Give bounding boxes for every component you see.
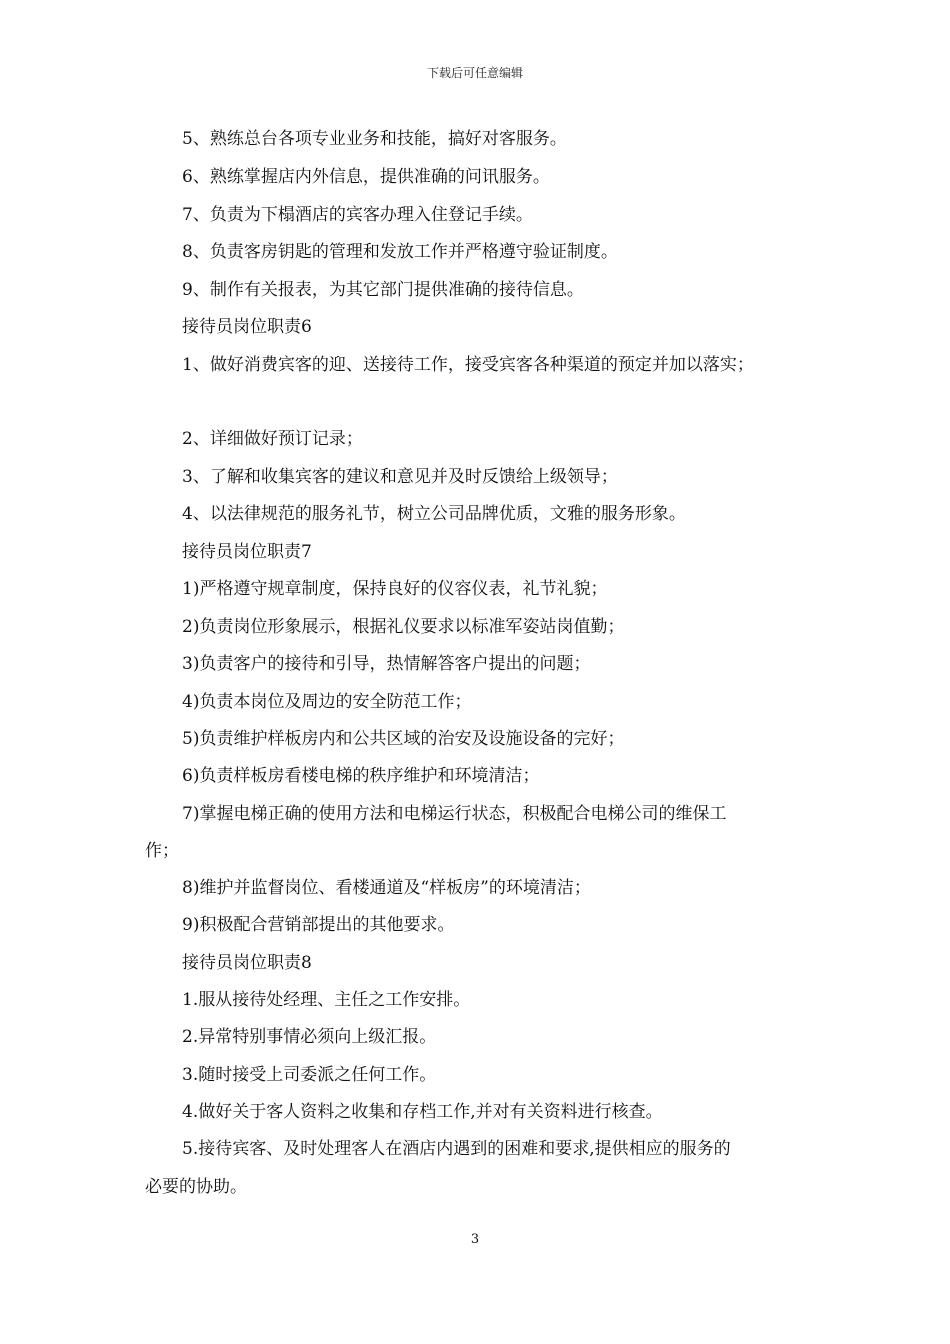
text-line: 6、熟练掌握店内外信息，提供准确的问讯服务。 [182, 167, 550, 187]
text-line-continuation: 作； [145, 841, 179, 861]
text-line: 1.服从接待处经理、主任之工作安排。 [182, 990, 471, 1010]
text-line: 9、制作有关报表，为其它部门提供准确的接待信息。 [182, 280, 584, 300]
text-line: 3、了解和收集宾客的建议和意见并及时反馈给上级领导； [182, 467, 618, 487]
text-line: 3)负责客户的接待和引导，热情解答客户提出的问题； [182, 654, 591, 674]
section-heading: 接待员岗位职责6 [182, 317, 312, 337]
text-line: 4、以法律规范的服务礼节，树立公司品牌优质，文雅的服务形象。 [182, 504, 686, 524]
text-line-continuation: 必要的协助。 [145, 1177, 247, 1197]
text-line: 5、熟练总台各项专业业务和技能，搞好对客服务。 [182, 129, 567, 149]
text-line: 8)维护并监督岗位、看楼通道及“样板房”的环境清洁； [182, 878, 591, 898]
text-line: 2)负责岗位形象展示，根据礼仪要求以标准军姿站岗值勤； [182, 617, 625, 637]
text-line: 1)严格遵守规章制度，保持良好的仪容仪表，礼节礼貌； [182, 579, 608, 599]
text-line: 2、详细做好预订记录； [182, 429, 363, 449]
text-line: 2.异常特别事情必须向上级汇报。 [182, 1027, 437, 1047]
text-line: 7、负责为下榻酒店的宾客办理入住登记手续。 [182, 205, 533, 225]
text-line: 4)负责本岗位及周边的安全防范工作； [182, 692, 472, 712]
text-line: 3.随时接受上司委派之任何工作。 [182, 1065, 437, 1085]
section-heading: 接待员岗位职责7 [182, 542, 312, 562]
text-line: 9)积极配合营销部提出的其他要求。 [182, 915, 455, 935]
text-line: 6)负责样板房看楼电梯的秩序维护和环境清洁； [182, 766, 540, 786]
text-line: 4.做好关于客人资料之收集和存档工作,并对有关资料进行核查。 [182, 1102, 663, 1122]
text-line: 8、负责客房钥匙的管理和发放工作并严格遵守验证制度。 [182, 242, 618, 262]
page-header: 下载后可任意编辑 [426, 66, 523, 80]
text-line: 5.接待宾客、及时处理客人在酒店内遇到的困难和要求,提供相应的服务的 [182, 1139, 731, 1159]
text-line: 5)负责维护样板房内和公共区域的治安及设施设备的完好； [182, 729, 625, 749]
text-line: 7)掌握电梯正确的使用方法和电梯运行状态，积极配合电梯公司的维保工 [182, 804, 727, 824]
page-number: 3 [470, 1232, 480, 1247]
section-heading: 接待员岗位职责8 [182, 953, 312, 973]
text-line: 1、做好消费宾客的迎、送接待工作，接受宾客各种渠道的预定并加以落实； [182, 355, 754, 375]
